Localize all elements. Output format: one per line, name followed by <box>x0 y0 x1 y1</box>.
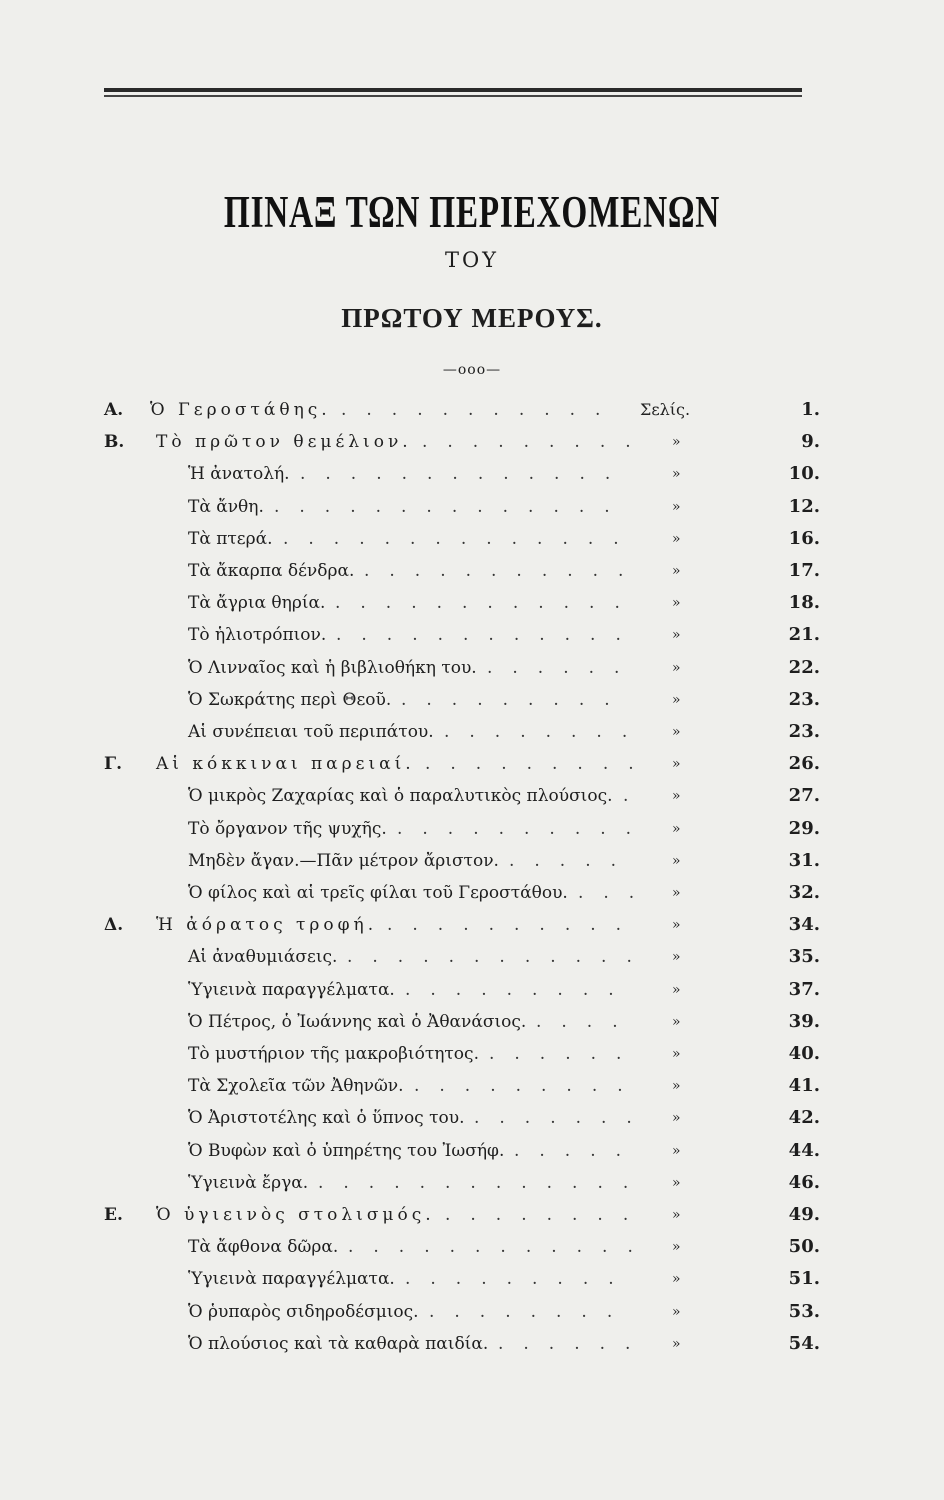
toc-ditto-mark: » <box>672 1142 681 1159</box>
toc-page-number: 49. <box>788 1204 820 1225</box>
toc-entry-title: Τὰ ἄγρια θηρία. <box>188 593 326 614</box>
subtitle-tou: ΤΟΥ <box>444 248 500 272</box>
toc-entry-title: Τὰ Σχολεῖα τῶν Ἀθηνῶν. <box>188 1076 404 1097</box>
toc-entry-title: Ὁ Πέτρος, ὁ Ἰωάννης καὶ ὁ Ἀθανάσιος. <box>188 1011 527 1032</box>
toc-page-number: 21. <box>788 624 820 646</box>
toc-row <box>0 1231 944 1263</box>
toc-row <box>0 748 944 780</box>
toc-ditto-mark: » <box>672 917 681 934</box>
toc-page-number: 27. <box>788 785 820 807</box>
toc-ditto-mark: » <box>672 1239 681 1256</box>
toc-section-title: Αἱ κόκκιναι παρειαί. <box>156 754 415 775</box>
toc-entry-title: Τὰ ἄφθονα δῶρα. <box>188 1237 339 1258</box>
toc-page-number: 23. <box>788 721 820 742</box>
toc-leader-dots: ........ <box>444 722 648 742</box>
toc-entry-title: Ὁ Λινναῖος καὶ ἡ βιβλιοθήκη του. <box>188 657 477 678</box>
toc-entry-title: Ὁ Ἀριστοτέλης καὶ ὁ ὕπνος του. <box>188 1108 465 1129</box>
toc-entry-title: Ὑγιεινὰ ἔργα. <box>188 1172 309 1193</box>
toc-row <box>0 1296 944 1328</box>
toc-section-title: Ἡ ἀόρατος τροφή. <box>156 915 378 936</box>
toc-entry-title: Τὸ μυστήριον τῆς μακροβιότητος. <box>188 1044 479 1064</box>
toc-row <box>0 1263 944 1295</box>
separator: —οοο— <box>442 362 502 378</box>
toc-row <box>0 716 944 748</box>
toc-section-letter: Δ. <box>104 915 124 936</box>
toc-page-number: 29. <box>788 817 820 839</box>
toc-entry-title: Τὰ ἄκαρπα δένδρα. <box>188 561 355 581</box>
toc-leader-dots: ....... <box>474 1108 652 1129</box>
toc-entry-title: Ὁ Βυφὼν καὶ ὁ ὑπηρέτης του Ἰωσήφ. <box>188 1140 505 1161</box>
toc-leader-dots: ......... <box>422 432 651 453</box>
toc-leader-dots: ............ <box>336 625 641 646</box>
toc-row <box>0 684 944 716</box>
toc-leader-dots: ........ <box>445 1205 649 1225</box>
toc-row <box>0 941 944 973</box>
toc-page-number: 39. <box>788 1010 820 1032</box>
toc-ditto-mark: » <box>672 981 681 998</box>
toc-ditto-mark: » <box>672 1174 681 1191</box>
subtitle-first-part: ΠΡΩΤΟΥ ΜΕΡΟΥΣ. <box>341 303 603 333</box>
toc-page-number: 12. <box>788 495 820 517</box>
toc-page-number: 44. <box>788 1139 820 1161</box>
toc-page-number: 51. <box>788 1268 820 1290</box>
toc-page-number: 16. <box>788 527 820 549</box>
toc-page-number: 34. <box>788 914 820 936</box>
toc-leader-dots: ...... <box>489 1044 642 1064</box>
toc-entry-title: Ὁ μικρὸς Ζαχαρίας καὶ ὁ παραλυτικὸς πλούσιος. <box>188 786 613 807</box>
toc-ditto-mark: » <box>672 1078 681 1095</box>
toc-section-letter: Α. <box>104 400 124 420</box>
toc-leader-dots: .... <box>536 1011 638 1032</box>
toc-row <box>0 1199 944 1231</box>
toc-ditto-mark: » <box>672 595 681 612</box>
toc-row <box>0 587 944 619</box>
toc-leader-dots: ... <box>578 883 655 903</box>
toc-page-number: 46. <box>788 1171 820 1193</box>
toc-page-number: 31. <box>788 849 820 871</box>
toc-entry-title: Αἱ ἀναθυμιάσεις. <box>188 947 338 968</box>
toc-leader-dots: ...... <box>498 1333 651 1354</box>
toc-entry-title: Ὁ Σωκράτης περὶ Θεοῦ. <box>188 689 392 710</box>
toc-ditto-mark: » <box>672 1271 681 1288</box>
toc-leader-dots: ........ <box>429 1301 633 1322</box>
toc-row <box>0 619 944 651</box>
toc-entry-title: Ἡ ἀνατολή. <box>188 464 290 485</box>
toc-ditto-mark: » <box>672 885 681 901</box>
toc-leader-dots: .............. <box>283 528 639 549</box>
toc-page-number: 1. <box>801 399 820 420</box>
toc-entry-title: Τὰ ἄνθη. <box>188 496 264 517</box>
toc-row <box>0 523 944 555</box>
toc-entry-title: Τὸ ἡλιοτρόπιον. <box>188 625 327 646</box>
toc-page-number: 53. <box>788 1300 820 1322</box>
toc-page-label: Σελίς. <box>640 400 691 419</box>
toc-ditto-mark: » <box>672 466 681 483</box>
toc-row <box>0 394 944 426</box>
toc-row <box>0 1006 944 1038</box>
toc-leader-dots: ......... <box>425 754 654 775</box>
toc-page-number: 42. <box>788 1107 820 1129</box>
toc-leader-dots: ........... <box>364 561 644 581</box>
toc-leader-dots: .............. <box>274 496 630 517</box>
toc-ditto-mark: » <box>672 434 681 451</box>
toc-leader-dots: ............. <box>318 1172 649 1193</box>
toc-entry-title: Ὁ ῥυπαρὸς σιδηροδέσμιος. <box>188 1301 419 1322</box>
toc-row <box>0 780 944 812</box>
toc-page-number: 37. <box>788 978 820 1000</box>
toc-ditto-mark: » <box>672 498 681 515</box>
toc-entry-title: Τὰ πτερά. <box>188 528 273 549</box>
toc-ditto-mark: » <box>672 852 681 869</box>
toc-entry-title: Μηδὲν ἄγαν.—Πᾶν μέτρον ἄριστον. <box>188 850 499 871</box>
toc-section-title: Ὁ ὑγιεινὸς στολισμός. <box>156 1205 435 1225</box>
toc-row <box>0 845 944 877</box>
toc-ditto-mark: » <box>672 627 681 644</box>
toc-row <box>0 426 944 458</box>
toc-row <box>0 555 944 587</box>
toc-page-number: 18. <box>788 592 820 614</box>
toc-row <box>0 1328 944 1360</box>
toc-leader-dots: ............. <box>300 464 631 485</box>
toc-section-title: Τὸ πρῶτον θεμέλιον. <box>156 432 412 453</box>
toc-ditto-mark: » <box>672 1046 681 1062</box>
toc-row <box>0 491 944 523</box>
toc-ditto-mark: » <box>672 949 681 966</box>
toc-page-number: 23. <box>788 688 820 710</box>
toc-ditto-mark: » <box>672 1207 681 1223</box>
toc-entry-title: Ὑγιεινὰ παραγγέλματα. <box>188 979 395 1000</box>
toc-leader-dots: .......... <box>397 818 652 839</box>
toc-page-number: 54. <box>788 1332 820 1354</box>
toc-page-number: 35. <box>788 946 820 968</box>
toc-entry-title: Ὑγιεινὰ παραγγέλματα. <box>188 1269 395 1290</box>
toc-section-title: Ὁ Γεροστάθης. <box>150 400 331 420</box>
toc-leader-dots: ......... <box>401 689 630 710</box>
toc-ditto-mark: » <box>672 530 681 547</box>
toc-row <box>0 1038 944 1070</box>
toc-ditto-mark: » <box>672 1335 681 1352</box>
toc-ditto-mark: » <box>672 659 681 676</box>
toc-row <box>0 813 944 845</box>
toc-leader-dots: ............ <box>347 947 652 968</box>
toc-row <box>0 1102 944 1134</box>
toc-page-number: 17. <box>788 560 820 581</box>
toc-leader-dots: ........... <box>341 400 621 420</box>
toc-ditto-mark: » <box>672 1303 681 1320</box>
toc-page-number: 50. <box>788 1236 820 1258</box>
toc-ditto-mark: » <box>672 724 681 740</box>
toc-leader-dots: ..... <box>514 1140 642 1161</box>
toc-entry-title: Ὁ φίλος καὶ αἱ τρεῖς φίλαι τοῦ Γεροστάθου. <box>188 883 568 903</box>
toc-section-letter: Γ. <box>104 754 122 775</box>
toc-leader-dots: . <box>623 786 649 807</box>
toc-leader-dots: ......... <box>405 1269 634 1290</box>
toc-row <box>0 652 944 684</box>
toc-page-number: 32. <box>788 882 820 903</box>
toc-ditto-mark: » <box>672 563 681 579</box>
toc-section-letter: Β. <box>104 432 125 453</box>
toc-page-number: 10. <box>788 463 820 485</box>
toc-row <box>0 458 944 490</box>
toc-row <box>0 909 944 941</box>
toc-page-number: 26. <box>788 753 820 775</box>
toc-row <box>0 1167 944 1199</box>
page-title: ΠΙΝΑΞ ΤΩΝ ΠΕΡΙΕΧΟΜΕΝΩΝ <box>223 187 721 237</box>
toc-row <box>0 877 944 909</box>
toc-ditto-mark: » <box>672 1013 681 1030</box>
toc-row <box>0 1070 944 1102</box>
toc-row <box>0 974 944 1006</box>
toc-ditto-mark: » <box>672 691 681 708</box>
toc-section-letter: Ε. <box>104 1205 123 1225</box>
toc-leader-dots: ......... <box>414 1076 643 1097</box>
toc-page-number: 9. <box>801 431 820 453</box>
toc-page-number: 40. <box>788 1043 820 1064</box>
toc-leader-dots: ..... <box>509 850 637 871</box>
toc-leader-dots: ............ <box>348 1237 653 1258</box>
toc-leader-dots: ............ <box>335 593 640 614</box>
toc-page-number: 22. <box>788 656 820 678</box>
toc-page-number: 41. <box>788 1075 820 1097</box>
toc-ditto-mark: » <box>672 1110 681 1127</box>
toc-ditto-mark: » <box>672 788 681 805</box>
toc-ditto-mark: » <box>672 756 681 773</box>
toc-leader-dots: ......... <box>405 979 634 1000</box>
toc-leader-dots: ...... <box>487 657 640 678</box>
toc-row <box>0 1135 944 1167</box>
toc-entry-title: Ὁ πλούσιος καὶ τὰ καθαρὰ παιδία. <box>188 1333 489 1354</box>
toc-entry-title: Αἱ συνέπειαι τοῦ περιπάτου. <box>188 722 434 742</box>
toc-entry-title: Τὸ ὄργανον τῆς ψυχῆς. <box>188 818 387 839</box>
toc-ditto-mark: » <box>672 820 681 837</box>
toc-leader-dots: .......... <box>387 915 642 936</box>
